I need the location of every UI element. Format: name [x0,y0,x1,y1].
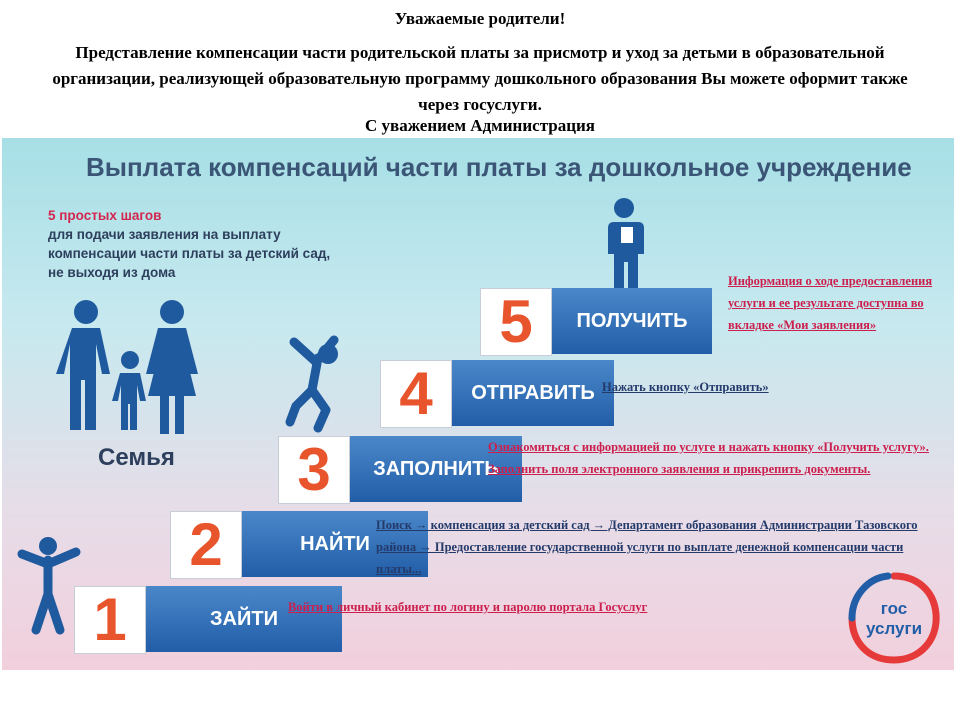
intro-text [48,206,330,282]
header [0,0,960,138]
step-number: 5 [480,288,552,356]
step-1-login-button[interactable]: ЗАЙТИ [146,586,342,652]
logo-line-1: гос [880,599,908,618]
family-label: Семья [98,444,175,471]
poster-title: Выплата компенсаций части платы за дошкольное учреждение [86,152,912,182]
gosuslugi-logo-icon [846,570,942,666]
step-number: 4 [380,360,452,428]
family-icon [52,298,212,438]
step-number: 1 [74,586,146,654]
intro-line-2: компенсации части платы за детский сад, [48,246,331,261]
intro-highlight: 5 простых шагов [48,208,162,223]
announcement-text: Представление компенсации части родительской платы за присмотр и уход за детьми в образовательной организации, реализующей образовательную программу дошкольного образования Вы можете оформит также через госуслуги. [52,43,908,114]
step-2-find-button[interactable]: НАЙТИ [242,511,428,577]
step-5-description: Информация о ходе предоставления услуги и ее результате доступна во вкладке «Мои заявления» [728,274,933,332]
jumping-person-icon [282,328,352,438]
signature: С уважением Администрация [364,116,595,135]
step-3-description: Ознакомиться с информацией по услуге и нажать кнопку «Получить услугу». Заполнить поля электронного заявления и прикрепить документы. [488,440,929,476]
step-2-description: Поиск → компенсация за детский сад → Департамент образования Администрации Тазовского района → Предоставление государственной услуги по выплате денежной компенсации части платы... [376,518,918,576]
step-4-description: Нажать кнопку «Отправить» [602,380,769,394]
step-1-description: Войти в личный кабинет по логину и паролю портала Госуслуг [288,600,648,614]
step-3-fill-button[interactable]: ЗАПОЛНИТЬ [350,436,522,502]
intro-line-3: не выходя из дома [48,265,176,280]
person-with-document-icon [600,198,650,290]
step-number: 3 [278,436,350,504]
infographic-poster [2,138,954,670]
logo-line-2: услуги [865,619,923,638]
step-number: 2 [170,511,242,579]
step-5-get-button[interactable]: ПОЛУЧИТЬ [552,288,712,354]
intro-line-1: для подачи заявления на выплату [48,227,281,242]
greeting: Уважаемые родители! [394,9,566,28]
step-4-send-button[interactable]: ОТПРАВИТЬ [452,360,614,426]
